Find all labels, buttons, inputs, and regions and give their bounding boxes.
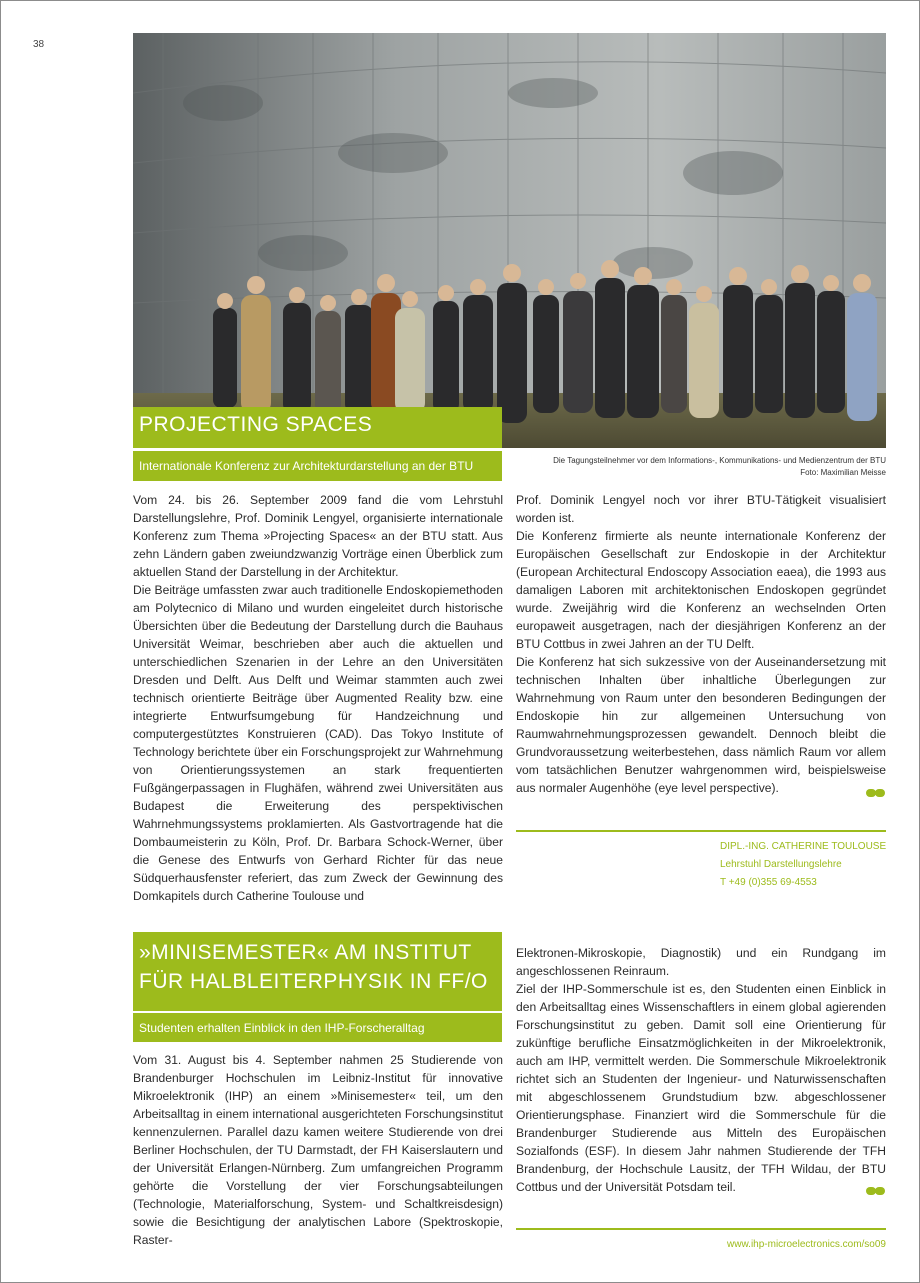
photo-caption-text: Die Tagungsteilnehmer vor dem Informations-, Kommunikations- und Medienzentrum der BTU xyxy=(553,456,886,465)
article2-subtitle: Studenten erhalten Einblick in den IHP-Forscheralltag xyxy=(133,1013,502,1042)
paragraph: Prof. Dominik Lengyel noch vor ihrer BTU-Tätigkeit visualisiert worden ist. xyxy=(516,493,886,525)
contact-name: DIPL.-ING. CATHERINE TOULOUSE xyxy=(720,841,887,852)
photo-credit: Foto: Maximilian Meisse xyxy=(800,468,886,477)
article-subtitle: Internationale Konferenz zur Architekturdarstellung an der BTU xyxy=(133,451,502,481)
end-mark-icon xyxy=(866,788,886,798)
article2-column-1 xyxy=(133,1051,503,1249)
paragraph: Elektronen-Mikroskopie, Diagnostik) und ein Rundgang im angeschlossenen Reinraum. xyxy=(516,946,886,978)
group-photo xyxy=(133,33,886,448)
paragraph: Die Beiträge umfassten zwar auch traditionelle Endoskopiemethoden am Polytecnico di Milano und wurden eingeleitet durch historische Übersichten über die Bedeutung der Darstellung durch die Bauhaus Universität Weimar, beschrieben aber auch die aktuellen und unterschiedlichen Szenarien in der Lehre an den Universitäten Dresden und Delft. Aus Delft und Weimar stammten auch zwei technisch orientierte Beiträge über Augmented Reality bzw. eine integrierte Entwurfsumgebung für Handzeichnung und computergestütztes Konstruieren (CAD). Das Tokyo Institute of Technology berichtete über ein Forschungsprojekt zur Wahrnehmung von Orientierungssystemen an stark frequentierten Fußgängerpassagen in Flughäfen, während zwei Universitäten aus Budapest die Erweiterung des perspektivischen Wahrnehmungssystems proklamierten. Als Gastvortragende hat die Dombaumeisterin zu Köln, Prof. Dr. Barbara Schock-Werner, über die Genese des Entwurfs von Gerhard Richter für das neue Südquerhausfenster referiert, das zum Zweck der Gewinnung des Domkapitels durch Catherine Toulouse und xyxy=(133,583,503,903)
article2-title-line-2: FÜR HALBLEITERPHYSIK IN FF/O xyxy=(139,970,488,993)
contact-phone: T +49 (0)355 69-4553 xyxy=(720,877,817,888)
article2-title-line-1: »MINISEMESTER« AM INSTITUT xyxy=(139,941,472,964)
article2-column-2 xyxy=(516,944,886,1196)
article-column-2 xyxy=(516,491,886,797)
paragraph: Die Konferenz hat sich sukzessive von der Auseinandersetzung mit technischen Inhalten über inhaltliche Überlegungen zur Wahrnehmung von Raum unter den besonderen Bedingungen der Endoskopie hin zur allgemeinen Untersuchung von Raumwahrnehmungsprozessen gewandelt. Dennoch bleibt die Grundvoraussetzung weiterbestehen, dass nämlich Raum vor allem vom tatsächlichen Benutzer wahrgenommen wird, beispielsweise aus normaler Augenhöhe (eye level perspective). xyxy=(516,655,886,795)
paragraph: Vom 31. August bis 4. September nahmen 25 Studierende von Brandenburger Hochschulen im Leibniz-Institut für innovative Mikroelektronik (IHP) an einem »Minisemester« teil, um den Arbeitsalltag in einem international ausgerichteten Forschungsinstitut kennenzulernen. Parallel dazu kamen weitere Studierende von drei Berliner Hochschulen, der TU Darmstadt, der FH Kaiserslautern und der Universität Erlangen-Nürnberg. Zum umfangreichen Programm gehörte die Vorstellung der vier Forschungsabteilungen (Technologie, Materialforschung, System- und Schaltkreisdesign) sowie die Besichtigung der analytischen Labore (Spektroskopie, Raster- xyxy=(133,1053,503,1247)
website-url[interactable]: www.ihp-microelectronics.com/so09 xyxy=(727,1239,886,1250)
article2-title xyxy=(133,932,502,1011)
article-column-1 xyxy=(133,491,503,905)
page-number: 38 xyxy=(33,39,45,50)
end-mark-icon xyxy=(866,1186,886,1196)
paragraph: Vom 24. bis 26. September 2009 fand die vom Lehrstuhl Darstellungslehre, Prof. Dominik Lengyel, organisierte internationale Konferenz zum Thema »Projecting Spaces« an der BTU statt. Aus zehn Ländern gaben zweiundzwanzig Vorträge einen Überblick zum aktuellen Stand der Darstellung in der Architektur. xyxy=(133,493,503,579)
divider xyxy=(516,830,886,832)
contact-block xyxy=(720,838,886,892)
article-title: PROJECTING SPACES xyxy=(133,407,502,448)
divider xyxy=(516,1228,886,1230)
photo-caption xyxy=(515,455,886,479)
contact-department: Lehrstuhl Darstellungslehre xyxy=(720,859,842,870)
group-photo-icon xyxy=(133,33,886,448)
paragraph: Die Konferenz firmierte als neunte internationale Konferenz der Europäischen Gesellschaft zur Endoskopie in der Architektur (European Architectural Endoscopy Association eaea), die 1993 aus damaligen Laboren mit architektonischen Endoskopen gegründet wurde. Zweijährig wird die Konferenz an wechselnden Orten europaweit ausgetragen, nach der diesjährigen Konferenz an der BTU Cottbus in zwei Jahren an der TU Delft. xyxy=(516,529,886,651)
paragraph: Ziel der IHP-Sommerschule ist es, den Studenten einen Einblick in den Arbeitsalltag eines Wissenschaftlers in einem global agierenden Forschungsinstitut zu geben. Damit soll eine Orientierung für zukünftige berufliche Einsatzmöglichkeiten in der Mikroelektronik, auch am IHP, vermittelt werden. Die Sommerschule Mikroelektronik richtet sich an Studenten der Ingenieur- und Naturwissenschaften mit abgeschlossenem Grundstudium bzw. abgeschlossener Orientierungsphase. Finanziert wird die Sommerschule für die Brandenburger Studierende aus Mitteln des Europäischen Sozialfonds (ESF). In diesem Jahr nahmen Studierende der TFH Brandenburg, der Hochschule Lausitz, der TFH Wildau, der BTU Cottbus und der Universität Potsdam teil. xyxy=(516,982,886,1194)
